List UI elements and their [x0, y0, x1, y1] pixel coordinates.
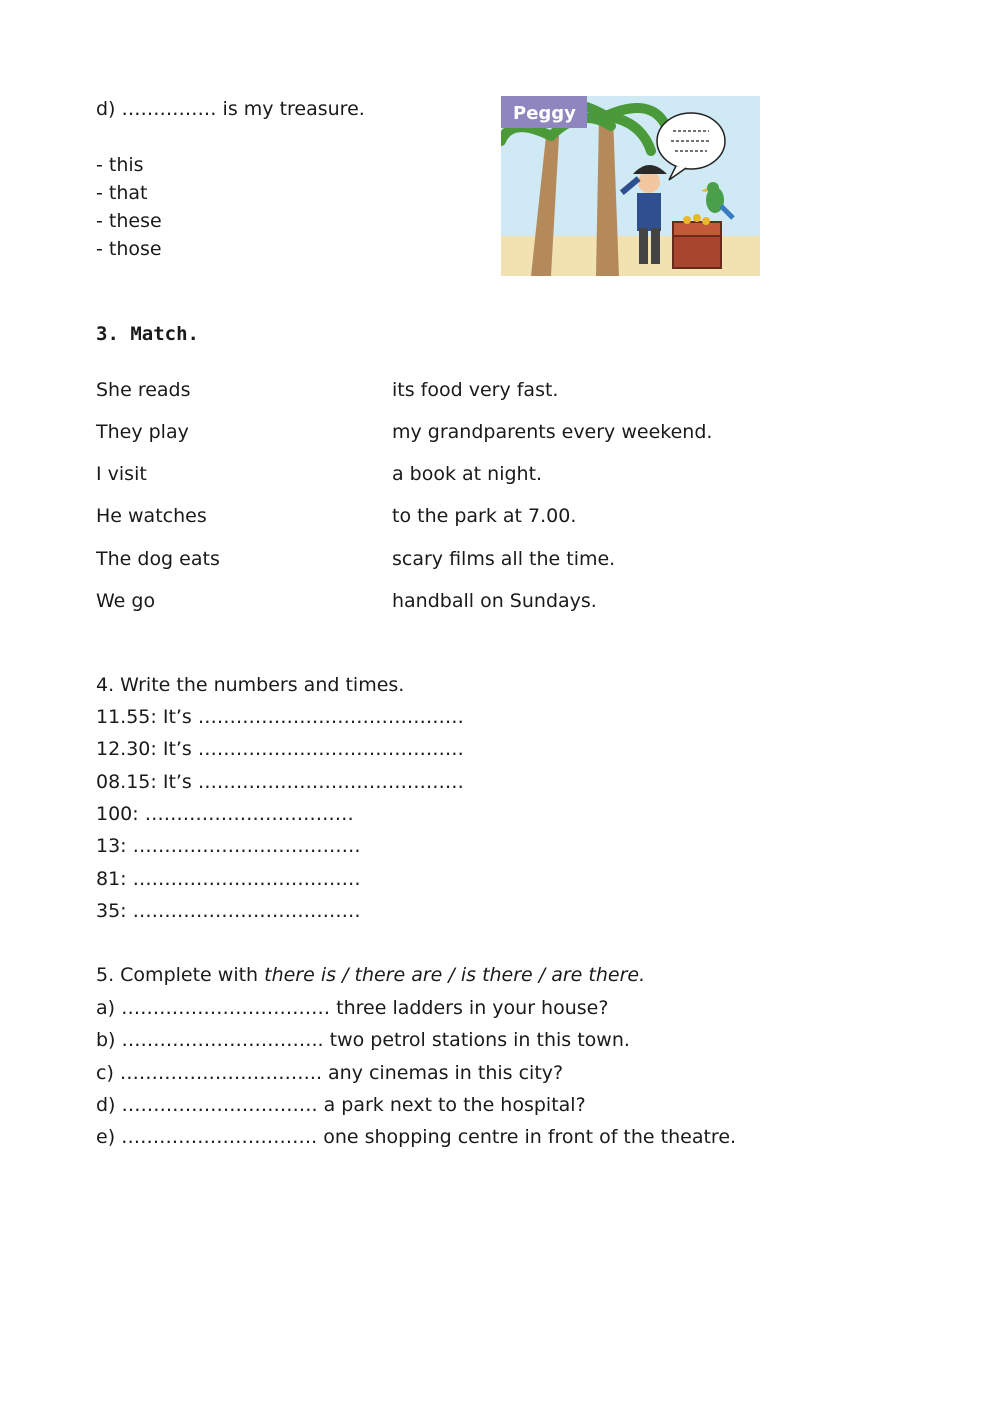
option-those: - those [96, 238, 162, 260]
number-item-2[interactable]: 13: ……………………………… [96, 835, 361, 857]
complete-item-e[interactable]: e) …………………………. one shopping centre in front of the theatre. [96, 1126, 737, 1148]
option-these: - these [96, 210, 162, 232]
question-d [96, 98, 365, 120]
match-left-6[interactable]: We go [96, 590, 156, 612]
section-5-title-italic: there is / there are / is there / are there. [264, 964, 646, 986]
number-item-1[interactable]: 100: …………………………… [96, 803, 354, 825]
time-item-1[interactable]: 11.55: It’s …………………………………… [96, 706, 464, 728]
section-5-title [96, 964, 645, 986]
match-left-3[interactable]: I visit [96, 463, 147, 485]
match-left-4[interactable]: He watches [96, 505, 207, 527]
question-d-prefix: d) [96, 98, 122, 120]
complete-item-c[interactable]: c) ………………………….. any cinemas in this city? [96, 1062, 564, 1084]
question-d-suffix: is my treasure. [216, 98, 365, 120]
section-3-title: 3. Match. [96, 323, 199, 345]
match-left-2[interactable]: They play [96, 421, 189, 443]
option-this: - this [96, 154, 144, 176]
number-item-3[interactable]: 81: ……………………………… [96, 868, 361, 890]
section-5-title-plain: 5. Complete with [96, 964, 265, 986]
complete-item-a[interactable]: a) …………………………… three ladders in your house? [96, 997, 609, 1019]
match-right-4[interactable]: to the park at 7.00. [392, 505, 577, 527]
pirate-illustration [501, 96, 760, 276]
time-item-2[interactable]: 12.30: It’s …………………………………… [96, 738, 464, 760]
complete-item-b[interactable]: b) ………………………….. two petrol stations in this town. [96, 1029, 630, 1051]
question-d-blank[interactable]: …………… [121, 98, 217, 120]
option-that: - that [96, 182, 148, 204]
illustration-label: Peggy [513, 103, 576, 124]
number-item-4[interactable]: 35: ……………………………… [96, 900, 361, 922]
match-right-5[interactable]: scary films all the time. [392, 548, 616, 570]
complete-item-d[interactable]: d) …………………………. a park next to the hospital? [96, 1094, 586, 1116]
match-right-1[interactable]: its food very fast. [392, 379, 559, 401]
match-right-3[interactable]: a book at night. [392, 463, 543, 485]
time-item-3[interactable]: 08.15: It’s …………………………………… [96, 771, 464, 793]
match-left-1[interactable]: She reads [96, 379, 191, 401]
section-4-title: 4. Write the numbers and times. [96, 674, 405, 696]
match-left-5[interactable]: The dog eats [96, 548, 220, 570]
match-right-6[interactable]: handball on Sundays. [392, 590, 597, 612]
match-right-2[interactable]: my grandparents every weekend. [392, 421, 713, 443]
